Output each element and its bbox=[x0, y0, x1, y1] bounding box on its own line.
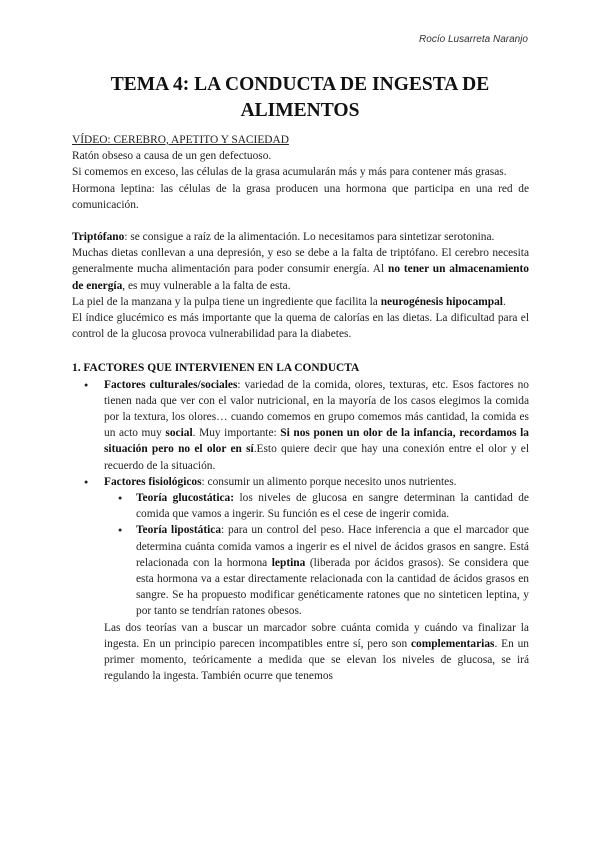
page-title: TEMA 4: LA CONDUCTA DE INGESTA DE ALIMENTOS bbox=[110, 74, 490, 121]
intro-line-2: Si comemos en exceso, las células de la grasa acumularán más y más para contener más grasas. bbox=[72, 166, 507, 179]
glucostatica-term: Teoría glucostática: bbox=[136, 492, 235, 505]
intro-line-1: Ratón obseso a causa de un gen defectuoso. bbox=[72, 150, 272, 163]
lipostatica-text-2: (liberada por ácidos grasos). Se considera que esta hormona va a estar directamente relacionada con la cantidad de ácidos grasos en sangre. Se ha propuesto modificar genéticamente ratones que no sinteticen leptina, y por tanto se tendrían ratones obesos. bbox=[136, 556, 529, 618]
culturales-text-1: : variedad de la comida, olores, texturas, etc. Esos factores no tienen nada que ver con el valor nutricional, en la mayoría de los casos elegimos la comida por la textura, los olores… cuando comemos en grupo comemos más cantidad, la comida es un acto muy bbox=[104, 378, 529, 440]
dietas-bold: no tener un almacenamiento de energía bbox=[72, 263, 529, 292]
culturales-text-3: .Esto quiere decir que hay una conexión entre el olor y el recuerdo de la situación. bbox=[104, 443, 529, 472]
culturales-text-2: . Muy importante: bbox=[192, 427, 281, 440]
manzana-paragraph bbox=[72, 294, 529, 310]
dietas-paragraph bbox=[72, 245, 529, 294]
theories-list bbox=[104, 490, 529, 620]
conclusion-bold: complementarias bbox=[410, 637, 495, 650]
list-item-fisiologicos bbox=[104, 474, 529, 620]
list-item-glucostatica bbox=[136, 490, 529, 522]
author-name: Rocío Lusarreta Naranjo bbox=[419, 34, 528, 45]
conclusion-paragraph bbox=[72, 620, 529, 685]
fisiologicos-text: : consumir un alimento porque necesito unos nutrientes. bbox=[201, 475, 457, 488]
fisiologicos-term: Factores fisiológicos bbox=[104, 475, 202, 488]
dietas-text-1: Muchas dietas conllevan a una depresión, y eso se debe a la falta de triptófano. El cerebro necesita generalmente mucha alimentación para poder consumir energía. Al bbox=[72, 247, 529, 276]
manzana-bold: neurogénesis hipocampal bbox=[380, 295, 503, 308]
intro-line-3: Hormona leptina: las células de la grasa producen una hormona que participa en una red de comunicación. bbox=[72, 182, 529, 211]
factors-list bbox=[72, 377, 529, 620]
glucostatica-text: los niveles de glucosa en sangre determinan la cantidad de comida que vamos a ingerir. Su función es el cese de ingerir comida. bbox=[136, 492, 529, 521]
list-item-culturales bbox=[104, 377, 529, 474]
conclusion-text-2: . En un primer momento, teóricamente a medida que se elevan los niveles de glucosa, se irá regulando la ingesta. También ocurre que tenemos bbox=[104, 637, 529, 683]
dietas-text-2: , es muy vulnerable a la falta de esta. bbox=[122, 279, 291, 292]
triptofano-paragraph bbox=[72, 229, 529, 245]
triptofano-term: Triptófano bbox=[72, 231, 125, 244]
glucemico-paragraph: El índice glucémico es más importante que la quema de calorías en las dietas. La dificultad para el control de la glucosa provoca vulnerabilidad para la diabetes. bbox=[72, 312, 529, 341]
conclusion-text-1: Las dos teorías van a buscar un marcador sobre cuánta comida y cuándo va finalizar la ingesta. En un principio parecen incompatibles entre sí, pero son bbox=[104, 621, 529, 650]
document-body bbox=[72, 132, 529, 685]
manzana-text-1: La piel de la manzana y la pulpa tiene un ingrediente que facilita la bbox=[72, 295, 381, 308]
culturales-bold-1: social bbox=[165, 427, 193, 440]
lipostatica-term: Teoría lipostática bbox=[136, 524, 222, 537]
culturales-term: Factores culturales/sociales bbox=[104, 378, 238, 391]
lipostatica-bold: leptina bbox=[271, 556, 306, 569]
culturales-bold-2: Si nos ponen un olor de la infancia, recordamos la situación pero no el olor en sí bbox=[104, 427, 530, 456]
lipostatica-text-1: : para un control del peso. Hace inferencia a que el marcador que determina cuánta comida vamos a ingerir es el nivel de ácidos grasos en sangre. Está relacionada con la hormona bbox=[136, 524, 529, 569]
video-heading: VÍDEO: CEREBRO, APETITO Y SACIEDAD bbox=[72, 134, 289, 146]
triptofano-text: : se consigue a raíz de la alimentación. Lo necesitamos para sintetizar serotonina. bbox=[124, 231, 495, 244]
section-heading-1: 1. FACTORES QUE INTERVIENEN EN LA CONDUCTA bbox=[72, 362, 360, 375]
manzana-text-2: . bbox=[502, 295, 506, 308]
list-item-lipostatica bbox=[136, 522, 529, 619]
